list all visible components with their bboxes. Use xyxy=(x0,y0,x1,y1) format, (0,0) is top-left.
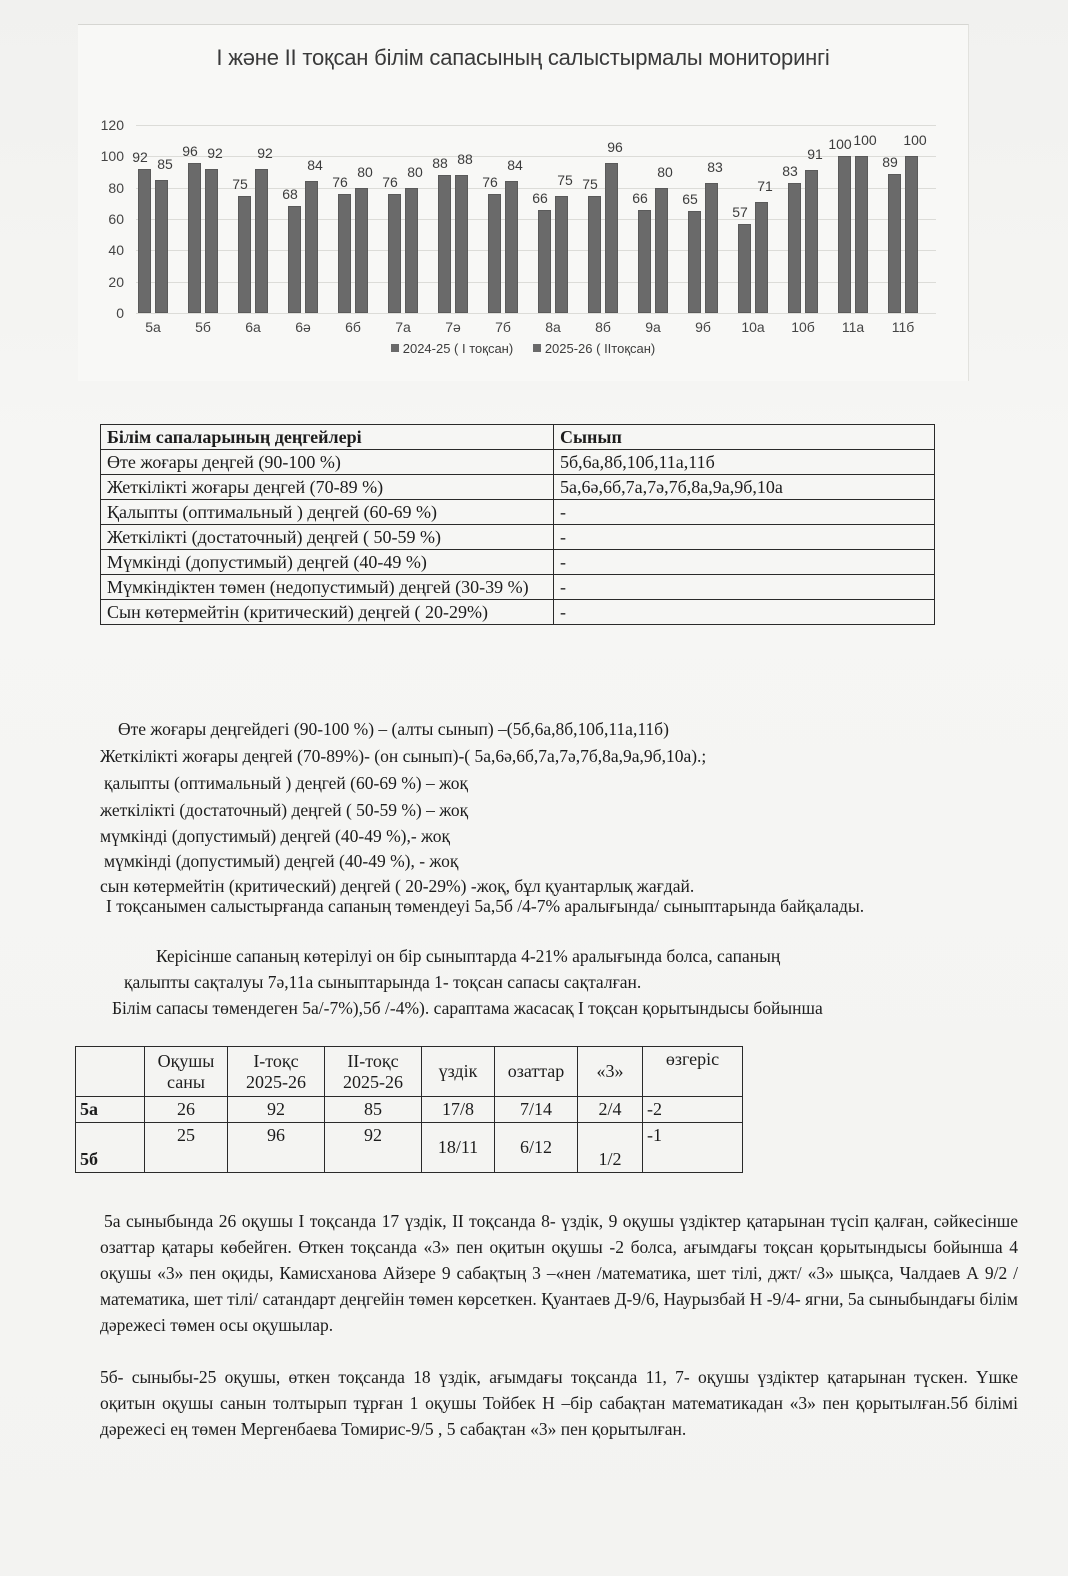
table-row xyxy=(101,450,935,475)
y-tick-label: 40 xyxy=(108,242,124,259)
paragraph-class-5a: 5а сыныбында 26 оқушы I тоқсанда 17 үздік, II тоқсанда 8- үздік, 9 оқушы үздіктер қатарынан түсіп қалған, сәйкесінше озаттар қатары көбейген. Өткен тоқсанда «3» пен оқитын оқушы -2 болса, ағымдағы тоқсан қорытындысы бойынша 4 оқушы «3» пен оқиды, Камисханова Айзере 9 сабақтың 3 –«нен /математика, шет тілі, джт/ «3» шықса, Чалдаев А 9/2 /математика, шет тілі/ сатандарт деңгейін төмен көрсеткен. Қуантаев Д-9/6, Наурызбай Н -9/4- ягни, 5а сыныбындағы білім дәрежесі төмен осы оқушылар. xyxy=(100,1211,1018,1335)
cell-good: 7/14 xyxy=(495,1097,578,1123)
level-classes: 5а,6ә,6б,7а,7ә,7б,8а,9а,9б,10а xyxy=(554,475,935,500)
level-classes: - xyxy=(554,575,935,600)
bar-8б-series-1 xyxy=(588,196,601,314)
bar-value-label: 57 xyxy=(732,203,748,220)
header-q2: II-тоқс 2025-26 xyxy=(325,1047,422,1097)
level-classes: - xyxy=(554,550,935,575)
bar-11б-series-2 xyxy=(905,156,918,313)
header-levels: Білім сапаларының деңгейлері xyxy=(101,425,554,450)
table-header-row xyxy=(76,1047,743,1097)
bar-11а-series-1 xyxy=(838,156,851,313)
bar-6б-series-2 xyxy=(355,188,368,313)
x-tick-label: 10б xyxy=(791,319,815,335)
table-row xyxy=(101,575,935,600)
y-tick-label: 80 xyxy=(108,179,124,196)
bar-7а-series-2 xyxy=(405,188,418,313)
cell-q1: 92 xyxy=(228,1097,325,1123)
cell-grade-3: 2/4 xyxy=(578,1097,643,1123)
x-tick-label: 5а xyxy=(145,319,161,335)
header-q1: I-тоқс 2025-26 xyxy=(228,1047,325,1097)
bar-chart xyxy=(78,24,969,381)
level-classes: 5б,6а,8б,10б,11а,11б xyxy=(554,450,935,475)
header-good: озаттар xyxy=(495,1047,578,1097)
header-class xyxy=(76,1047,145,1097)
chart-plot-area xyxy=(100,105,936,335)
table-row xyxy=(101,475,935,500)
x-tick-label: 9а xyxy=(645,319,661,335)
cell-excellent: 18/11 xyxy=(422,1123,495,1173)
bar-7а-series-1 xyxy=(388,194,401,313)
cell-change: -2 xyxy=(643,1097,743,1123)
bar-5б-series-2 xyxy=(205,169,218,313)
x-tick-label: 7б xyxy=(495,319,511,335)
bar-value-label: 76 xyxy=(382,173,398,190)
cell-q2: 92 xyxy=(325,1123,422,1173)
bar-value-label: 100 xyxy=(903,132,927,149)
bar-9б-series-1 xyxy=(688,211,701,313)
gridline xyxy=(136,125,936,126)
cell-student-count: 26 xyxy=(145,1097,228,1123)
bar-value-label: 100 xyxy=(828,136,852,153)
paragraph-decline: I тоқсанымен салыстырғанда сапаның төмендеуі 5а,5б /4-7% аралығында/ сыныптарында байқалады. xyxy=(106,896,865,916)
bar-7ә-series-1 xyxy=(438,175,451,313)
x-tick-label: 5б xyxy=(195,319,211,335)
bar-value-label: 96 xyxy=(182,142,198,159)
gridline xyxy=(136,313,936,314)
bar-value-label: 76 xyxy=(332,173,348,190)
level-name: Жеткілікті (достаточный) деңгей ( 50-59 %) xyxy=(101,525,554,550)
x-tick-label: 6ә xyxy=(295,319,311,335)
bar-value-label: 76 xyxy=(482,173,498,190)
bar-9б-series-2 xyxy=(705,183,718,313)
bar-value-label: 66 xyxy=(632,189,648,206)
paragraph-class-5b: 5б- сыныбы-25 оқушы, өткен тоқсанда 18 үздік, ағымдағы тоқсанда 11, 7- оқушы үздіктер қатарынан түскен. Үшке оқитын оқушы санын толтырып тұрған 1 оқушы Тойбек Н –бір сабақтан математикадан «3» пен қорытылған.5б білімі дәрежесі ең төмен Мергенбаева Томирис-9/5 , 5 сабақтан «3» пен қорытылған. xyxy=(100,1367,1018,1439)
bar-value-label: 92 xyxy=(132,148,148,165)
y-tick-label: 120 xyxy=(100,117,124,133)
paragraph-analysis: Білім сапасы төмендеген 5а/-7%),5б /-4%). сараптама жасасақ I тоқсан қорытындысы бойынша xyxy=(112,998,823,1018)
bar-10а-series-1 xyxy=(738,224,751,313)
x-tick-label: 8б xyxy=(595,319,611,335)
cell-q2: 85 xyxy=(325,1097,422,1123)
legend-item-series-1: 2024-25 ( I тоқсан) xyxy=(391,341,513,356)
y-tick-label: 20 xyxy=(108,273,124,290)
bar-value-label: 80 xyxy=(357,163,373,180)
bar-11а-series-2 xyxy=(855,156,868,313)
cell-grade-3: 1/2 xyxy=(578,1123,643,1173)
y-tick-label: 0 xyxy=(116,305,124,321)
bar-value-label: 80 xyxy=(657,163,673,180)
paragraph-rise-continued: қалыпты сақталуы 7ә,11а сыныптарында 1- тоқсан сапасы сақталған. xyxy=(124,972,642,992)
table-row xyxy=(76,1097,743,1123)
bar-8а-series-1 xyxy=(538,210,551,313)
x-tick-label: 7ә xyxy=(445,319,461,335)
bar-value-label: 68 xyxy=(282,186,298,203)
bar-10а-series-2 xyxy=(755,202,768,313)
bar-value-label: 84 xyxy=(507,157,523,174)
bar-value-label: 83 xyxy=(707,158,723,175)
bar-value-label: 88 xyxy=(432,155,448,172)
bar-6а-series-1 xyxy=(238,196,251,314)
row-class: 5б xyxy=(76,1123,145,1173)
bar-5а-series-1 xyxy=(138,169,151,313)
bar-value-label: 84 xyxy=(307,157,323,174)
bar-6ә-series-1 xyxy=(288,206,301,313)
level-name: Қалыпты (оптимальный ) деңгей (60-69 %) xyxy=(101,500,554,525)
level-classes: - xyxy=(554,525,935,550)
bar-6б-series-1 xyxy=(338,194,351,313)
bar-9а-series-1 xyxy=(638,210,651,313)
chart-title: I және II тоқсан білім сапасының салыстырмалы мониторингі xyxy=(216,45,830,70)
cell-change: -1 xyxy=(643,1123,743,1173)
bar-value-label: 85 xyxy=(157,155,173,172)
summary-line: Өте жоғары деңгейдегі (90-100 %) – (алты сынып) –(5б,6а,8б,10б,11а,11б) xyxy=(118,719,669,739)
level-name: Жеткілікті жоғары деңгей (70-89 %) xyxy=(101,475,554,500)
bar-11б-series-1 xyxy=(888,174,901,313)
bar-7ә-series-2 xyxy=(455,175,468,313)
bar-value-label: 88 xyxy=(457,151,473,168)
bar-5а-series-2 xyxy=(155,180,168,313)
cell-q1: 96 xyxy=(228,1123,325,1173)
x-tick-label: 11а xyxy=(841,319,865,335)
y-tick-label: 100 xyxy=(100,148,124,165)
x-tick-label: 8а xyxy=(545,319,561,335)
legend-swatch-icon xyxy=(391,344,399,352)
bar-10б-series-2 xyxy=(805,170,818,313)
bar-9а-series-2 xyxy=(655,188,668,313)
table-row xyxy=(101,500,935,525)
bar-value-label: 66 xyxy=(532,189,548,206)
class-comparison-table xyxy=(75,1046,743,1173)
bar-value-label: 100 xyxy=(853,132,877,149)
level-classes: - xyxy=(554,600,935,625)
bar-value-label: 75 xyxy=(557,171,573,188)
row-class: 5а xyxy=(76,1097,145,1123)
summary-line: мүмкінді (допустимый) деңгей (40-49 %),- жоқ xyxy=(100,826,450,846)
bar-value-label: 91 xyxy=(807,146,823,163)
summary-line: Жеткілікті жоғары деңгей (70-89%)- (он сынып)-( 5а,6ә,6б,7а,7ә,7б,8а,9а,9б,10а).; xyxy=(100,746,707,766)
table-row xyxy=(101,525,935,550)
level-name: Сын көтермейтін (критический) деңгей ( 20-29%) xyxy=(101,600,554,625)
quality-levels-table xyxy=(100,424,935,625)
bar-value-label: 71 xyxy=(757,177,773,194)
legend-item-series-2: 2025-26 ( IIтоқсан) xyxy=(533,341,655,356)
bar-value-label: 92 xyxy=(207,144,223,161)
header-class: Сынып xyxy=(554,425,935,450)
level-classes: - xyxy=(554,500,935,525)
header-student-count: Оқушы саны xyxy=(145,1047,228,1097)
bar-8а-series-2 xyxy=(555,196,568,314)
legend-swatch-icon xyxy=(533,344,541,352)
bar-value-label: 65 xyxy=(682,191,698,208)
bar-value-label: 92 xyxy=(257,144,273,161)
bar-value-label: 83 xyxy=(782,162,798,179)
table-row xyxy=(101,600,935,625)
summary-line: қалыпты (оптимальный ) деңгей (60-69 %) – жоқ xyxy=(104,773,469,793)
x-tick-label: 7а xyxy=(395,319,411,335)
header-grade-3: «3» xyxy=(578,1047,643,1097)
summary-line: мүмкінді (допустимый) деңгей (40-49 %), - жоқ xyxy=(104,851,459,871)
x-tick-label: 6а xyxy=(245,319,261,335)
bar-5б-series-1 xyxy=(188,163,201,313)
bar-value-label: 75 xyxy=(232,175,248,192)
level-name: Мүмкіндіктен төмен (недопустимый) деңгей (30-39 %) xyxy=(101,575,554,600)
bar-8б-series-2 xyxy=(605,163,618,313)
cell-good: 6/12 xyxy=(495,1123,578,1173)
bar-value-label: 75 xyxy=(582,175,598,192)
table-header-row xyxy=(101,425,935,450)
bar-value-label: 89 xyxy=(882,153,898,170)
chart-legend xyxy=(78,341,968,356)
table-row xyxy=(76,1123,743,1173)
paragraph-rise: Керісінше сапаның көтерілуі он бір сыныптарда 4-21% аралығында болса, сапаның xyxy=(156,946,781,966)
table-row xyxy=(101,550,935,575)
header-excellent: үздік xyxy=(422,1047,495,1097)
header-change: өзгеріс xyxy=(643,1047,743,1097)
bar-7б-series-1 xyxy=(488,194,501,313)
cell-student-count: 25 xyxy=(145,1123,228,1173)
level-name: Өте жоғары деңгей (90-100 %) xyxy=(101,450,554,475)
summary-line: сын көтермейтін (критический) деңгей ( 20-29%) -жоқ, бұл қуантарлық жағдай. xyxy=(100,876,695,896)
summary-line: жеткілікті (достаточный) деңгей ( 50-59 %) – жоқ xyxy=(100,800,469,820)
y-tick-label: 60 xyxy=(108,211,124,227)
bar-value-label: 80 xyxy=(407,163,423,180)
bar-10б-series-1 xyxy=(788,183,801,313)
x-tick-label: 9б xyxy=(695,319,711,335)
x-tick-label: 10а xyxy=(741,319,765,335)
cell-excellent: 17/8 xyxy=(422,1097,495,1123)
bar-7б-series-2 xyxy=(505,181,518,313)
x-tick-label: 11б xyxy=(891,319,915,335)
bar-6а-series-2 xyxy=(255,169,268,313)
bar-6ә-series-2 xyxy=(305,181,318,313)
bar-value-label: 96 xyxy=(607,138,623,155)
x-tick-label: 6б xyxy=(345,319,361,335)
level-name: Мүмкінді (допустимый) деңгей (40-49 %) xyxy=(101,550,554,575)
